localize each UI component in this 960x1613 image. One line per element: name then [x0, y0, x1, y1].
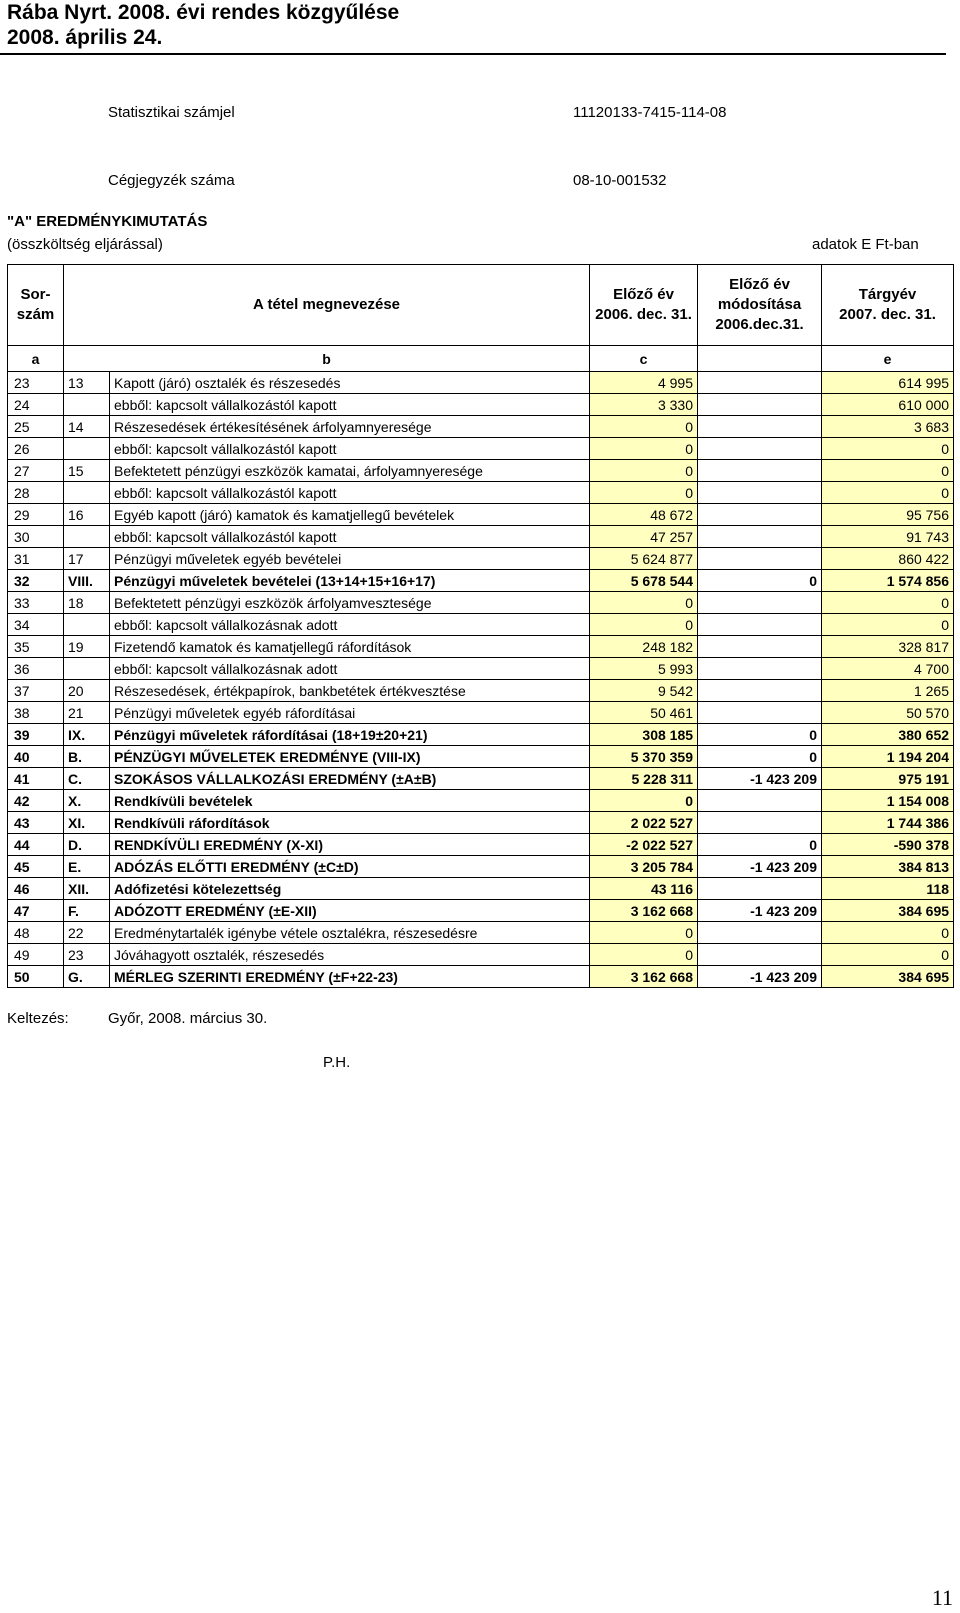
statement-subtitle: (összköltség eljárással)	[7, 236, 163, 253]
row-label-cell: Kapott (járó) osztalék és részesedés	[110, 372, 590, 394]
table-row	[8, 636, 954, 658]
prev-mod-value-cell	[698, 944, 822, 966]
current-year-value-cell: 384 695	[822, 900, 954, 922]
row-label-cell: ADÓZÁS ELŐTTI EREDMÉNY (±C±D)	[110, 856, 590, 878]
row-label-cell: ebből: kapcsolt vállalkozásnak adott	[110, 658, 590, 680]
current-year-value-cell: 0	[822, 592, 954, 614]
row-code-cell: 14	[64, 416, 110, 438]
letter-c: c	[590, 346, 698, 372]
row-number-cell: 41	[8, 768, 64, 790]
col-prev-year-header: Előző év 2006. dec. 31.	[590, 265, 698, 346]
row-number-cell: 50	[8, 966, 64, 988]
row-label-cell: Fizetendő kamatok és kamatjellegű ráfordítások	[110, 636, 590, 658]
row-label-cell: Pénzügyi műveletek egyéb bevételei	[110, 548, 590, 570]
stamp-placeholder: P.H.	[323, 1054, 351, 1071]
column-letter-row	[8, 346, 954, 372]
current-year-value-cell: 384 813	[822, 856, 954, 878]
current-year-value-cell: 3 683	[822, 416, 954, 438]
row-code-cell: XI.	[64, 812, 110, 834]
reg-value: 08-10-001532	[573, 172, 667, 189]
table-row	[8, 834, 954, 856]
table-row	[8, 614, 954, 636]
row-number-cell: 47	[8, 900, 64, 922]
prev-mod-value-cell	[698, 592, 822, 614]
prev-year-value-cell: 0	[590, 790, 698, 812]
row-label-cell: Befektetett pénzügyi eszközök árfolyamvesztesége	[110, 592, 590, 614]
header-title: Rába Nyrt. 2008. évi rendes közgyűlése	[7, 1, 400, 24]
current-year-value-cell: 118	[822, 878, 954, 900]
table-row	[8, 372, 954, 394]
row-code-cell: 16	[64, 504, 110, 526]
row-code-cell	[64, 658, 110, 680]
row-label-cell: Részesedések, értékpapírok, bankbetétek értékvesztése	[110, 680, 590, 702]
table-row	[8, 526, 954, 548]
row-number-cell: 24	[8, 394, 64, 416]
prev-mod-value-cell	[698, 526, 822, 548]
row-label-cell: ebből: kapcsolt vállalkozástól kapott	[110, 526, 590, 548]
letter-e: e	[822, 346, 954, 372]
current-year-value-cell: 91 743	[822, 526, 954, 548]
row-number-cell: 45	[8, 856, 64, 878]
prev-mod-value-cell	[698, 394, 822, 416]
prev-year-value-cell: 3 162 668	[590, 900, 698, 922]
table-row	[8, 856, 954, 878]
prev-year-value-cell: 50 461	[590, 702, 698, 724]
prev-mod-value-cell: -1 423 209	[698, 900, 822, 922]
table-row	[8, 790, 954, 812]
row-number-cell: 42	[8, 790, 64, 812]
row-label-cell: Egyéb kapott (járó) kamatok és kamatjellegű bevételek	[110, 504, 590, 526]
prev-mod-value-cell: 0	[698, 834, 822, 856]
current-year-value-cell: 0	[822, 482, 954, 504]
table-row	[8, 416, 954, 438]
row-number-cell: 33	[8, 592, 64, 614]
letter-d	[698, 346, 822, 372]
row-code-cell	[64, 526, 110, 548]
row-label-cell: ebből: kapcsolt vállalkozástól kapott	[110, 438, 590, 460]
prev-mod-value-cell	[698, 372, 822, 394]
row-code-cell: IX.	[64, 724, 110, 746]
prev-year-value-cell: 2 022 527	[590, 812, 698, 834]
row-code-cell: VIII.	[64, 570, 110, 592]
row-code-cell: 13	[64, 372, 110, 394]
row-label-cell: Eredménytartalék igénybe vétele osztalékra, részesedésre	[110, 922, 590, 944]
table-row	[8, 724, 954, 746]
row-label-cell: PÉNZÜGYI MŰVELETEK EREDMÉNYE (VIII-IX)	[110, 746, 590, 768]
stat-value: 11120133-7415-114-08	[573, 104, 727, 121]
prev-year-value-cell: 5 993	[590, 658, 698, 680]
col-item-header: A tétel megnevezése	[64, 265, 590, 346]
row-label-cell: Pénzügyi műveletek egyéb ráfordításai	[110, 702, 590, 724]
current-year-value-cell: 0	[822, 614, 954, 636]
table-row	[8, 966, 954, 988]
row-code-cell: E.	[64, 856, 110, 878]
prev-mod-value-cell	[698, 680, 822, 702]
row-label-cell: Befektetett pénzügyi eszközök kamatai, árfolyamnyeresége	[110, 460, 590, 482]
table-row	[8, 746, 954, 768]
row-number-cell: 39	[8, 724, 64, 746]
row-code-cell: B.	[64, 746, 110, 768]
row-number-cell: 32	[8, 570, 64, 592]
prev-year-value-cell: 0	[590, 460, 698, 482]
current-year-value-cell: -590 378	[822, 834, 954, 856]
row-code-cell: 18	[64, 592, 110, 614]
row-number-cell: 48	[8, 922, 64, 944]
prev-year-value-cell: 5 228 311	[590, 768, 698, 790]
row-code-cell	[64, 438, 110, 460]
prev-year-value-cell: 3 330	[590, 394, 698, 416]
prev-year-value-cell: 48 672	[590, 504, 698, 526]
prev-year-value-cell: 5 370 359	[590, 746, 698, 768]
prev-year-value-cell: 5 624 877	[590, 548, 698, 570]
row-code-cell: C.	[64, 768, 110, 790]
row-number-cell: 37	[8, 680, 64, 702]
row-code-cell: 19	[64, 636, 110, 658]
current-year-value-cell: 4 700	[822, 658, 954, 680]
row-code-cell: F.	[64, 900, 110, 922]
table-row	[8, 922, 954, 944]
table-row	[8, 900, 954, 922]
row-code-cell: 15	[64, 460, 110, 482]
row-number-cell: 25	[8, 416, 64, 438]
prev-year-value-cell: 0	[590, 482, 698, 504]
table-row	[8, 438, 954, 460]
current-year-value-cell: 610 000	[822, 394, 954, 416]
row-label-cell: ADÓZOTT EREDMÉNY (±E-XII)	[110, 900, 590, 922]
prev-mod-value-cell	[698, 658, 822, 680]
document-header	[7, 0, 399, 50]
row-label-cell: Részesedések értékesítésének árfolyamnyeresége	[110, 416, 590, 438]
col-sorszam-header: Sor- szám	[8, 265, 64, 346]
row-code-cell: 21	[64, 702, 110, 724]
prev-mod-value-cell: 0	[698, 570, 822, 592]
prev-mod-value-cell: -1 423 209	[698, 966, 822, 988]
row-label-cell: ebből: kapcsolt vállalkozásnak adott	[110, 614, 590, 636]
prev-year-value-cell: 9 542	[590, 680, 698, 702]
prev-year-value-cell: 47 257	[590, 526, 698, 548]
table-row	[8, 570, 954, 592]
table-row	[8, 812, 954, 834]
current-year-value-cell: 0	[822, 460, 954, 482]
current-year-value-cell: 614 995	[822, 372, 954, 394]
row-label-cell: Pénzügyi műveletek bevételei (13+14+15+16+17)	[110, 570, 590, 592]
current-year-value-cell: 1 744 386	[822, 812, 954, 834]
prev-mod-value-cell	[698, 460, 822, 482]
row-number-cell: 28	[8, 482, 64, 504]
prev-year-value-cell: 5 678 544	[590, 570, 698, 592]
table-row	[8, 504, 954, 526]
row-number-cell: 44	[8, 834, 64, 856]
letter-b: b	[64, 346, 590, 372]
page-number: 11	[931, 1585, 953, 1610]
current-year-value-cell: 380 652	[822, 724, 954, 746]
current-year-value-cell: 975 191	[822, 768, 954, 790]
row-number-cell: 46	[8, 878, 64, 900]
prev-year-value-cell: 4 995	[590, 372, 698, 394]
prev-year-value-cell: 0	[590, 438, 698, 460]
stat-label: Statisztikai számjel	[108, 104, 235, 121]
row-number-cell: 26	[8, 438, 64, 460]
prev-mod-value-cell	[698, 504, 822, 526]
prev-year-value-cell: 248 182	[590, 636, 698, 658]
current-year-value-cell: 50 570	[822, 702, 954, 724]
row-label-cell: SZOKÁSOS VÁLLALKOZÁSI EREDMÉNY (±A±B)	[110, 768, 590, 790]
row-label-cell: RENDKÍVÜLI EREDMÉNY (X-XI)	[110, 834, 590, 856]
table-row	[8, 768, 954, 790]
col-prev-mod-header: Előző év módosítása 2006.dec.31.	[698, 265, 822, 346]
row-code-cell	[64, 482, 110, 504]
table-row	[8, 658, 954, 680]
row-label-cell: Jóváhagyott osztalék, részesedés	[110, 944, 590, 966]
row-label-cell: Adófizetési kötelezettség	[110, 878, 590, 900]
current-year-value-cell: 0	[822, 944, 954, 966]
table-row	[8, 702, 954, 724]
prev-mod-value-cell: -1 423 209	[698, 856, 822, 878]
prev-year-value-cell: -2 022 527	[590, 834, 698, 856]
row-number-cell: 49	[8, 944, 64, 966]
date-value: Győr, 2008. március 30.	[108, 1010, 268, 1027]
row-code-cell: 17	[64, 548, 110, 570]
row-code-cell: 20	[64, 680, 110, 702]
prev-mod-value-cell	[698, 812, 822, 834]
prev-year-value-cell: 0	[590, 592, 698, 614]
prev-mod-value-cell	[698, 922, 822, 944]
table-row	[8, 944, 954, 966]
table-row	[8, 460, 954, 482]
row-number-cell: 36	[8, 658, 64, 680]
prev-mod-value-cell	[698, 878, 822, 900]
current-year-value-cell: 384 695	[822, 966, 954, 988]
row-code-cell	[64, 614, 110, 636]
row-code-cell: X.	[64, 790, 110, 812]
current-year-value-cell: 0	[822, 922, 954, 944]
table-header-row	[8, 265, 954, 346]
header-divider	[0, 53, 946, 55]
prev-mod-value-cell	[698, 416, 822, 438]
row-number-cell: 43	[8, 812, 64, 834]
letter-a: a	[8, 346, 64, 372]
row-number-cell: 35	[8, 636, 64, 658]
row-number-cell: 23	[8, 372, 64, 394]
table-row	[8, 394, 954, 416]
table-row	[8, 878, 954, 900]
prev-year-value-cell: 0	[590, 944, 698, 966]
statement-title: "A" EREDMÉNYKIMUTATÁS	[7, 213, 208, 230]
row-code-cell: 23	[64, 944, 110, 966]
row-label-cell: ebből: kapcsolt vállalkozástól kapott	[110, 482, 590, 504]
prev-year-value-cell: 43 116	[590, 878, 698, 900]
row-number-cell: 27	[8, 460, 64, 482]
row-number-cell: 38	[8, 702, 64, 724]
reg-label: Cégjegyzék száma	[108, 172, 235, 189]
row-code-cell: G.	[64, 966, 110, 988]
table-row	[8, 680, 954, 702]
row-code-cell: D.	[64, 834, 110, 856]
current-year-value-cell: 1 574 856	[822, 570, 954, 592]
prev-year-value-cell: 3 205 784	[590, 856, 698, 878]
prev-mod-value-cell	[698, 790, 822, 812]
current-year-value-cell: 1 194 204	[822, 746, 954, 768]
row-number-cell: 40	[8, 746, 64, 768]
prev-mod-value-cell	[698, 482, 822, 504]
prev-mod-value-cell: 0	[698, 724, 822, 746]
prev-year-value-cell: 3 162 668	[590, 966, 698, 988]
row-number-cell: 31	[8, 548, 64, 570]
row-number-cell: 30	[8, 526, 64, 548]
row-label-cell: MÉRLEG SZERINTI EREDMÉNY (±F+22-23)	[110, 966, 590, 988]
row-label-cell: Rendkívüli bevételek	[110, 790, 590, 812]
row-code-cell: XII.	[64, 878, 110, 900]
row-number-cell: 34	[8, 614, 64, 636]
col-current-year-header: Tárgyév 2007. dec. 31.	[822, 265, 954, 346]
date-label: Keltezés:	[7, 1010, 69, 1027]
row-code-cell	[64, 394, 110, 416]
income-statement-table	[7, 264, 954, 988]
current-year-value-cell: 95 756	[822, 504, 954, 526]
prev-mod-value-cell	[698, 438, 822, 460]
prev-mod-value-cell	[698, 548, 822, 570]
current-year-value-cell: 328 817	[822, 636, 954, 658]
current-year-value-cell: 860 422	[822, 548, 954, 570]
prev-year-value-cell: 0	[590, 922, 698, 944]
unit-note: adatok E Ft-ban	[812, 236, 919, 253]
table-row	[8, 548, 954, 570]
prev-year-value-cell: 0	[590, 416, 698, 438]
prev-mod-value-cell	[698, 702, 822, 724]
table-row	[8, 592, 954, 614]
table-row	[8, 482, 954, 504]
row-number-cell: 29	[8, 504, 64, 526]
prev-mod-value-cell: -1 423 209	[698, 768, 822, 790]
current-year-value-cell: 1 265	[822, 680, 954, 702]
prev-mod-value-cell	[698, 614, 822, 636]
prev-mod-value-cell	[698, 636, 822, 658]
row-label-cell: ebből: kapcsolt vállalkozástól kapott	[110, 394, 590, 416]
prev-year-value-cell: 308 185	[590, 724, 698, 746]
current-year-value-cell: 0	[822, 438, 954, 460]
prev-year-value-cell: 0	[590, 614, 698, 636]
row-label-cell: Rendkívüli ráfordítások	[110, 812, 590, 834]
row-code-cell: 22	[64, 922, 110, 944]
header-date: 2008. április 24.	[7, 26, 163, 49]
current-year-value-cell: 1 154 008	[822, 790, 954, 812]
row-label-cell: Pénzügyi műveletek ráfordításai (18+19±20+21)	[110, 724, 590, 746]
prev-mod-value-cell: 0	[698, 746, 822, 768]
